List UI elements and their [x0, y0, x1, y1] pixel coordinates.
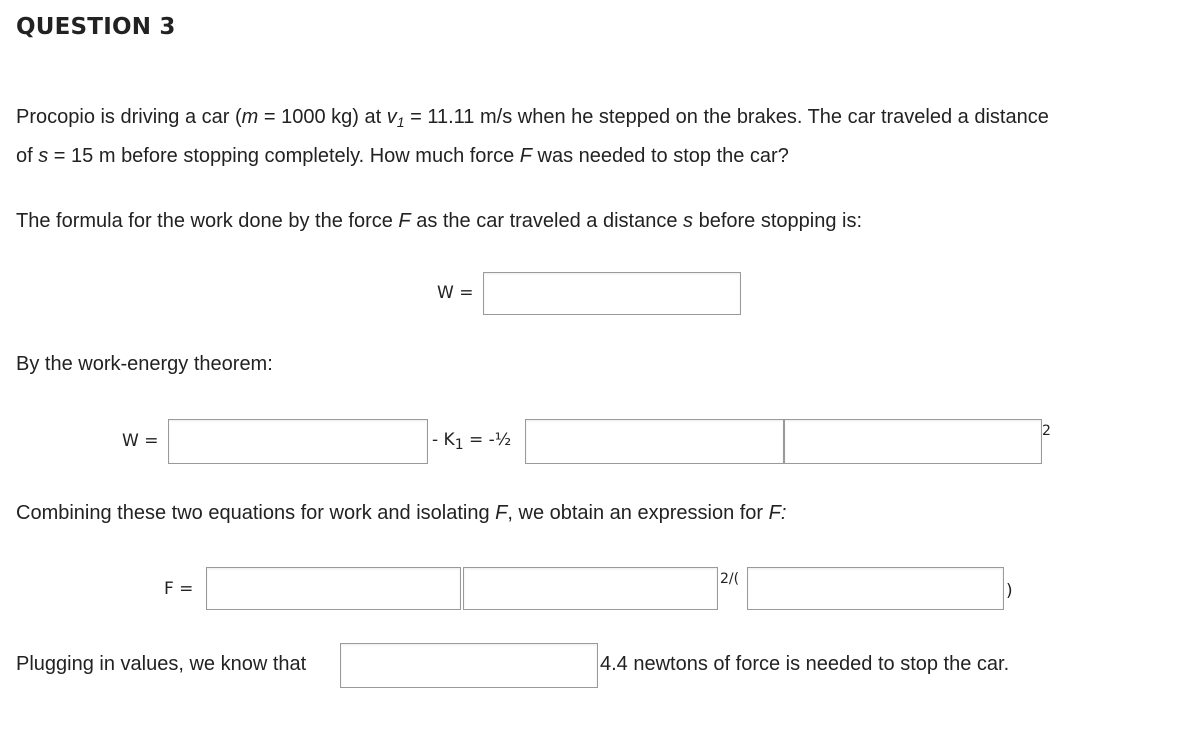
problem-line-1: [16, 98, 1049, 137]
eq3-label: F =: [164, 579, 194, 599]
problem-text: = 15 m before stopping completely. How much force: [48, 145, 520, 167]
velocity-variable: v: [386, 106, 397, 128]
mass-input[interactable]: [525, 419, 784, 464]
problem-text: Procopio is driving a car (: [16, 106, 242, 128]
formula-intro: [16, 202, 862, 240]
theorem-heading: By the work-energy theorem:: [16, 353, 273, 375]
eq1-label: W =: [437, 283, 474, 303]
velocity-subscript: 1: [396, 114, 405, 130]
intro-text: The formula for the work done by the force: [16, 210, 399, 232]
work-formula-input[interactable]: [483, 272, 741, 315]
eq3-middle: 2/(: [720, 571, 740, 587]
result-before: Plugging in values, we know that: [16, 653, 307, 675]
intro-text: as the car traveled a distance: [410, 210, 684, 232]
force-variable: F: [519, 145, 532, 167]
work-formula-field[interactable]: [484, 273, 740, 314]
result-after: 4.4 newtons of force is needed to stop the car.: [600, 653, 1010, 675]
velocity-field[interactable]: [785, 420, 1041, 463]
force-variable: F:: [768, 502, 787, 524]
half-coefficient: = -½: [463, 430, 512, 450]
mass-variable: m: [241, 106, 259, 128]
work-theorem-input[interactable]: [168, 419, 428, 464]
force-variable: F: [398, 210, 411, 232]
result-field[interactable]: [341, 644, 597, 687]
eq3-close: ): [1006, 581, 1013, 601]
force-numerator-field-2[interactable]: [464, 568, 717, 609]
kinetic-subscript: 1: [454, 437, 464, 453]
force-numerator-input-1[interactable]: [206, 567, 461, 610]
work-theorem-field[interactable]: [169, 420, 427, 463]
eq2-label: W =: [122, 431, 159, 451]
force-variable: F: [495, 502, 508, 524]
force-numerator-field-1[interactable]: [207, 568, 460, 609]
combine-sentence: , we obtain an expression for: [507, 502, 769, 524]
force-denominator-input[interactable]: [747, 567, 1004, 610]
problem-line-2: [16, 137, 789, 175]
distance-variable: s: [38, 145, 49, 167]
distance-variable: s: [683, 210, 694, 232]
question-title: QUESTION 3: [16, 14, 176, 40]
combine-text: [16, 494, 786, 532]
mass-field[interactable]: [526, 420, 783, 463]
intro-text: before stopping is:: [693, 210, 863, 232]
eq2-middle: [432, 430, 512, 453]
problem-text: of: [16, 145, 39, 167]
force-numerator-input-2[interactable]: [463, 567, 718, 610]
problem-text: = 11.11 m/s when he stepped on the brakes. The car traveled a distance: [404, 106, 1049, 128]
combine-sentence: Combining these two equations for work and isolating: [16, 502, 496, 524]
velocity-input[interactable]: [784, 419, 1042, 464]
problem-text: was needed to stop the car?: [532, 145, 789, 167]
kinetic-energy-term: - K: [432, 430, 455, 450]
force-denominator-field[interactable]: [748, 568, 1003, 609]
velocity-exponent: 2: [1042, 423, 1051, 439]
result-input[interactable]: [340, 643, 598, 688]
problem-text: = 1000 kg) at: [258, 106, 387, 128]
